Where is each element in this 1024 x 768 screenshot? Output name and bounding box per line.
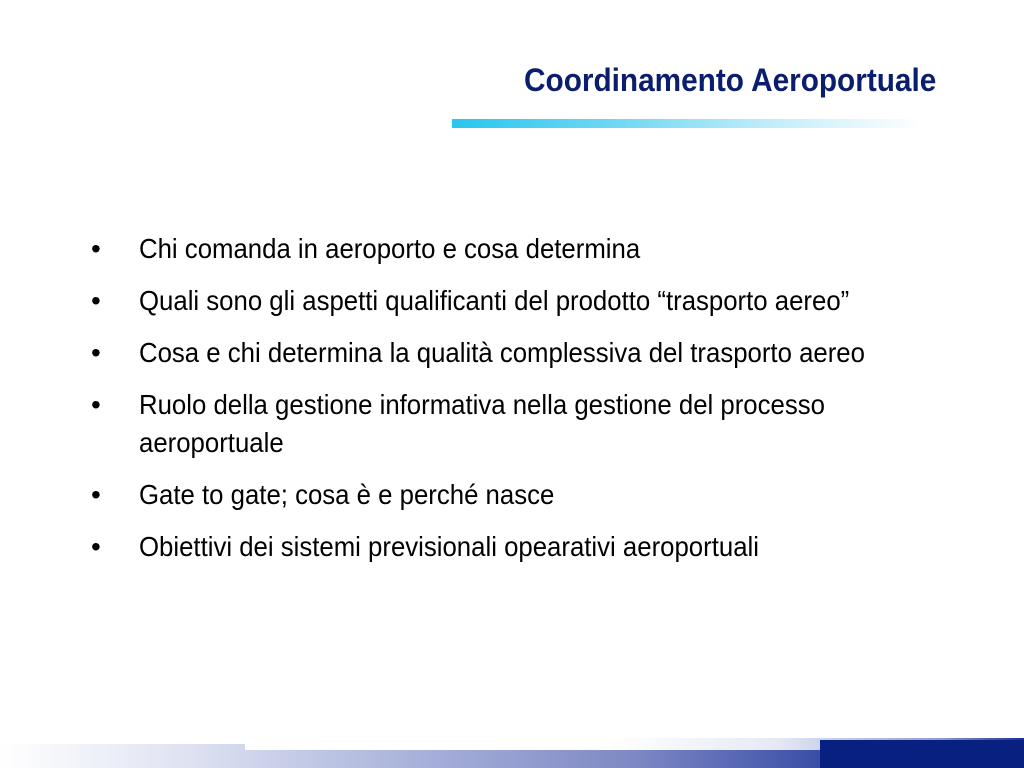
bullet-mark: • xyxy=(91,285,101,316)
bullet-mark: • xyxy=(91,233,101,264)
footer-decoration-bar xyxy=(0,736,1024,768)
bullet-text: Chi comanda in aeroporto e cosa determina xyxy=(139,233,641,264)
bullet-text: Ruolo della gestione informativa nella gestione del processo aeroportuale xyxy=(139,389,825,458)
bullet-item xyxy=(80,282,920,320)
bullet-list xyxy=(80,230,920,580)
slide-title: Coordinamento Aeroportuale xyxy=(523,62,936,98)
bullet-item xyxy=(80,230,920,268)
bullet-item xyxy=(80,528,920,566)
bullet-text: Obiettivi dei sistemi previsionali opearativi aeroportuali xyxy=(139,531,759,562)
bullet-item xyxy=(80,476,920,514)
bullet-mark: • xyxy=(91,531,101,562)
bullet-mark: • xyxy=(91,479,101,510)
bullet-item xyxy=(80,334,920,372)
title-underline-decoration xyxy=(452,119,922,128)
bullet-mark: • xyxy=(91,389,101,420)
bullet-text: Quali sono gli aspetti qualificanti del prodotto “trasporto aereo” xyxy=(139,285,850,316)
bullet-mark: • xyxy=(91,337,101,368)
bullet-item xyxy=(80,386,920,462)
footer-white-strip xyxy=(245,736,610,750)
bullet-text: Cosa e chi determina la qualità complessiva del trasporto aereo xyxy=(139,337,865,368)
footer-dark-block xyxy=(820,740,1024,768)
bullet-text: Gate to gate; cosa è e perché nasce xyxy=(139,479,555,510)
